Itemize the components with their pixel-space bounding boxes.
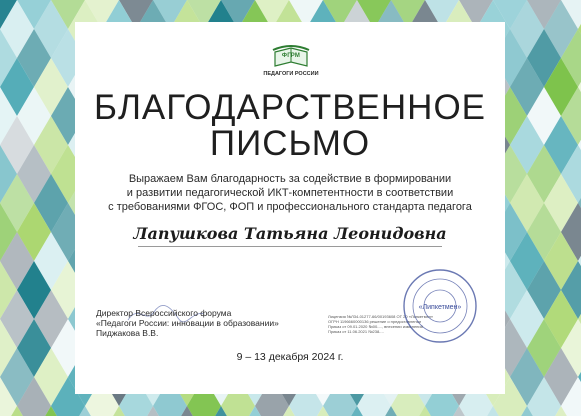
name-underline xyxy=(138,246,442,247)
event-dates: 9 – 13 декабря 2024 г. xyxy=(236,351,344,363)
gratitude-line: Выражаем Вам благодарность за содействие в формировании xyxy=(128,173,452,185)
director-name: Пиджакова В.В. xyxy=(96,328,159,338)
stamp-seal xyxy=(400,266,480,346)
license-line: Приказ от 11.06.2021 №238-... xyxy=(328,329,384,334)
license-line: Приказ от 09.01.2020 №00-..., внесении изменений xyxy=(328,324,423,329)
gratitude-line: и развитии педагогической ИКТ-компетентности в соответствии xyxy=(126,187,454,199)
logo-caption: ПЕДАГОГИ РОССИИ xyxy=(263,71,319,77)
director-block xyxy=(96,308,279,338)
title-line-1: БЛАГОДАРСТВЕННОЕ xyxy=(93,88,487,127)
logo xyxy=(263,40,319,82)
recipient-name: Лапушкова Татьяна Леонидовна xyxy=(133,224,447,243)
license-line: Лицензия №Л34-01277-66/00193608 ОТ 20 «Липкетмен» xyxy=(328,314,434,319)
title-line-2: ПИСЬМО xyxy=(209,124,371,163)
gratitude-text xyxy=(90,172,490,214)
license-line: ОГРН 1196660000136 решение о предоставлении xyxy=(328,319,422,324)
director-title: Директор Всероссийского форума xyxy=(96,308,232,318)
forum-name: «Педагоги России: инновации в образовании» xyxy=(96,318,279,328)
gratitude-line: с требованиями ФГОС, ФОП и профессионального стандарта педагога xyxy=(108,201,472,213)
stamp-center-text: «Липкетмен» xyxy=(418,304,462,311)
logo-top-text: ФГРМ xyxy=(281,53,301,59)
